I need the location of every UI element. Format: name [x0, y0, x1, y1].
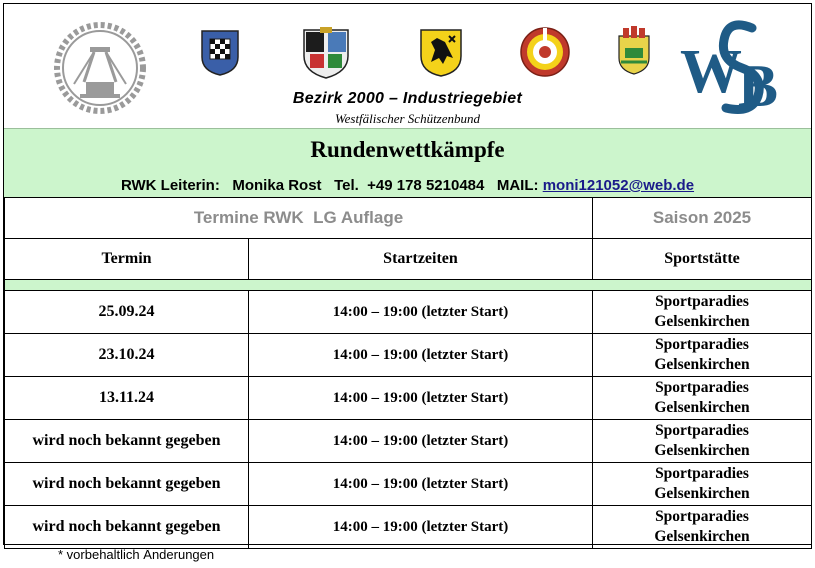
venue-cell [593, 377, 812, 420]
venue-line1: Sportparadies [655, 422, 749, 439]
venue-cell [593, 291, 812, 334]
time-cell: 14:00 – 19:00 (letzter Start) [249, 420, 593, 463]
coat-of-arms-quartered-icon [298, 26, 354, 80]
phone-number: +49 178 5210484 [367, 177, 485, 194]
target-coat-of-arms-icon [519, 26, 571, 78]
venue-line2: Gelsenkirchen [654, 313, 750, 330]
column-header-termin: Termin [5, 239, 249, 280]
venue-line2: Gelsenkirchen [654, 356, 750, 373]
table-row [5, 463, 812, 506]
mail-label: MAIL: [496, 177, 539, 194]
venue-line2: Gelsenkirchen [654, 442, 750, 459]
org-subtitle: Westfälischer Schützenbund [334, 111, 481, 126]
venue-line2: Gelsenkirchen [654, 485, 750, 502]
page-title: Rundenwettkämpfe [310, 137, 505, 162]
time-cell: 14:00 – 19:00 (letzter Start) [249, 377, 593, 420]
horse-coat-of-arms-icon [419, 28, 463, 78]
email-link[interactable]: moni121052@web.de [542, 177, 695, 194]
column-header-sportstaette: Sportstätte [593, 239, 812, 280]
venue-cell [593, 463, 812, 506]
season-label: Saison 2025 [593, 198, 812, 239]
org-title: Bezirk 2000 – Industriegebiet [292, 90, 523, 107]
venue-line1: Sportparadies [655, 379, 749, 396]
venue-line2: Gelsenkirchen [654, 528, 750, 545]
table-row [5, 377, 812, 420]
document-frame [3, 3, 812, 545]
date-cell: wird noch bekannt gegeben [5, 420, 249, 463]
venue-line1: Sportparadies [655, 465, 749, 482]
phone-label: Tel. [334, 177, 359, 194]
svg-text:W: W [680, 38, 742, 106]
date-cell: wird noch bekannt gegeben [5, 463, 249, 506]
time-cell: 14:00 – 19:00 (letzter Start) [249, 506, 593, 549]
table-row [5, 334, 812, 377]
date-cell: wird noch bekannt gegeben [5, 506, 249, 549]
column-header-startzeiten: Startzeiten [249, 239, 593, 280]
contact-line [4, 177, 811, 194]
date-cell: 23.10.24 [5, 334, 249, 377]
time-cell: 14:00 – 19:00 (letzter Start) [249, 334, 593, 377]
table-row [5, 420, 812, 463]
venue-cell [593, 420, 812, 463]
time-cell: 14:00 – 19:00 (letzter Start) [249, 291, 593, 334]
spacer-row [5, 280, 812, 291]
venue-line1: Sportparadies [655, 293, 749, 310]
section-header-row [5, 198, 812, 239]
time-cell: 14:00 – 19:00 (letzter Start) [249, 463, 593, 506]
svg-text:B: B [738, 53, 779, 119]
date-cell: 13.11.24 [5, 377, 249, 420]
title-banner [4, 128, 811, 198]
venue-line1: Sportparadies [655, 508, 749, 525]
date-cell: 25.09.24 [5, 291, 249, 334]
venue-line1: Sportparadies [655, 336, 749, 353]
leader-name: Monika Rost [232, 177, 322, 194]
column-header-row [5, 239, 812, 280]
table-row [5, 291, 812, 334]
venue-cell [593, 334, 812, 377]
schedule-table [4, 197, 812, 549]
footnote: * vorbehaltlich Änderungen [58, 547, 215, 562]
section-title: Termine RWK LG Auflage [5, 198, 593, 239]
venue-cell [593, 506, 812, 549]
table-row [5, 506, 812, 549]
spacer-cell [5, 280, 812, 291]
logo-bar [4, 4, 811, 128]
venue-line2: Gelsenkirchen [654, 399, 750, 416]
castle-coat-of-arms-icon [617, 26, 651, 76]
leader-label: RWK Leiterin: [120, 177, 220, 194]
coat-of-arms-checkered-icon [200, 29, 240, 77]
